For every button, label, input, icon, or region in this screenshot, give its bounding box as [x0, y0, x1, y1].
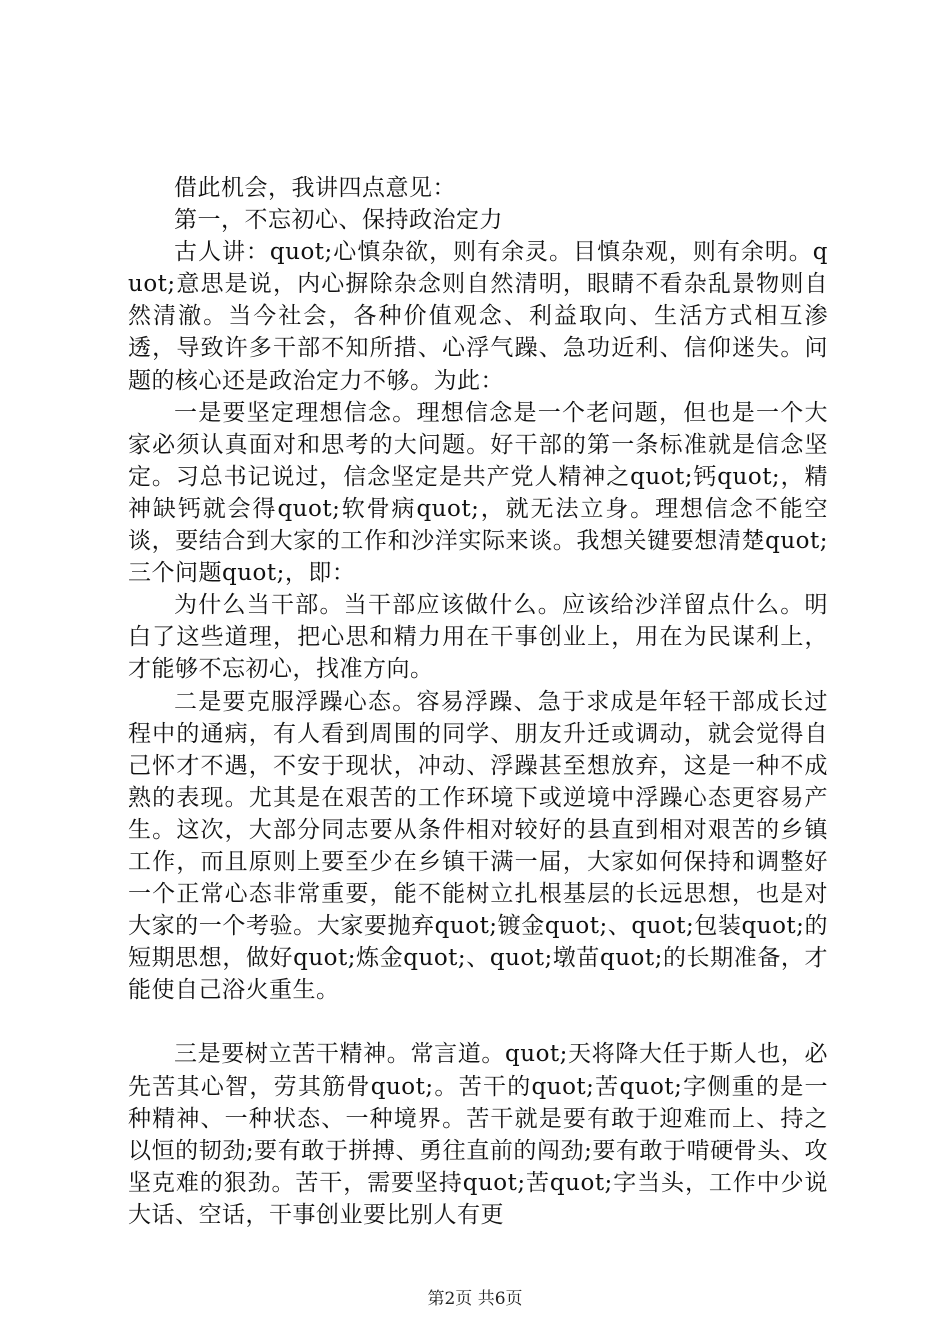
paragraph-point-1-cont: 为什么当干部。当干部应该做什么。应该给沙洋留点什么。明白了这些道理，把心思和精力用在干事创业上，用在为民谋利上，才能够不忘初心，找准方向。: [128, 592, 828, 683]
page-number: 第2页 共6页: [427, 1289, 523, 1309]
paragraph-point-3: 三是要树立苦干精神。常言道。quot;天将降大任于斯人也，必先苦其心智，劳其筋骨quot;。苦干的quot;苦quot;字侧重的是一种精神、一种状态、一种境界。苦干就是要有敢于迎难而上、持之以恒的韧劲;要有敢于拼搏、勇往直前的闯劲;要有敢于啃硬骨头、攻坚克难的狠劲。苦干，需要坚持quot;苦quot;字当头，工作中少说大话、空话，干事创业要比别人有更: [128, 1041, 828, 1228]
paragraph-point-1: 一是要坚定理想信念。理想信念是一个老问题，但也是一个大家必须认真面对和思考的大问题。好干部的第一条标准就是信念坚定。习总书记说过，信念坚定是共产党人精神之quot;钙quot;，精神缺钙就会得quot;软骨病quot;，就无法立身。理想信念不能空谈，要结合到大家的工作和沙洋实际来谈。我想关键要想清楚quot;三个问题quot;，即：: [128, 399, 828, 587]
paragraph-point-2: 二是要克服浮躁心态。容易浮躁、急于求成是年轻干部成长过程中的通病，有人看到周围的同学、朋友升迁或调动，就会觉得自己怀才不遇，不安于现状，冲动、浮躁甚至想放弃，这是一种不成熟的表现。尤其是在艰苦的工作环境下或逆境中浮躁心态更容易产生。这次，大部分同志要从条件相对较好的县直到相对艰苦的乡镇工作，而且原则上要至少在乡镇干满一届，大家如何保持和调整好一个正常心态非常重要，能不能树立扎根基层的长远思想，也是对大家的一个考验。大家要抛弃quot;镀金quot;、quot;包装quot;的短期思想，做好quot;炼金quot;、quot;墩苗quot;的长期准备，才能使自己浴火重生。: [128, 688, 828, 1004]
paragraph-gap: [128, 1006, 828, 1038]
paragraph-quote: 古人讲：quot;心慎杂欲，则有余灵。目慎杂观，则有余明。quot;意思是说，内心摒除杂念则自然清明，眼睛不看杂乱景物则自然清澈。当今社会，各种价值观念、利益取向、生活方式相互渗透，导致许多干部不知所措、心浮气躁、急功近利、信仰迷失。问题的核心还是政治定力不够。为此：: [128, 239, 828, 394]
paragraph-intro: 借此机会，我讲四点意见：: [174, 175, 456, 201]
document-body: [128, 172, 828, 1231]
section-heading-1: 第一，不忘初心、保持政治定力: [174, 207, 503, 234]
